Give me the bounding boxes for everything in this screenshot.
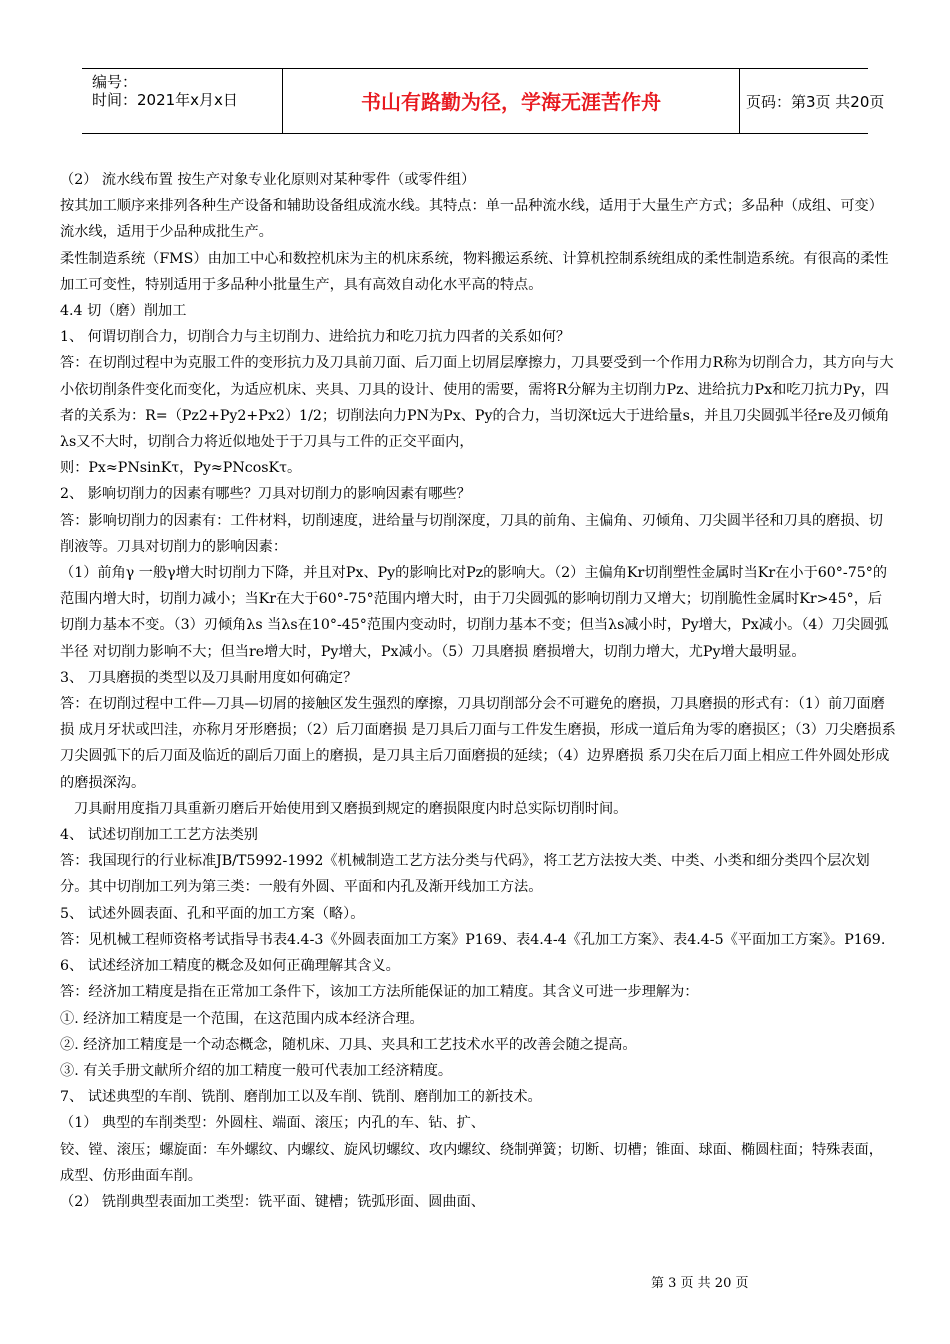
question: 7、 试述典型的车削、铣削、磨削加工以及车削、铣削、磨削加工的新技术。 [60,1089,542,1106]
answer: 答：在切削过程中工件—刀具—切屑的接触区发生强烈的摩擦，刀具切削部分会不可避免的磨损，刀具磨损的形式有：（1）前刀面磨损 成月牙状或凹洼，亦称月牙形磨损；（2）后刀面磨损 是刀具后刀面与工件发生磨损，形成一道后角为零的磨损区；（3）刀尖磨损系刀尖圆弧下的后刀面及临近的副后刀面上的磨损，是刀具主后刀面磨损的延续；（4）边界磨损 系刀尖在后刀面上相应工件外圆处形成的磨损深沟。 [60,696,896,791]
page-header [82,68,885,134]
paragraph: 柔性制造系统（FMS）由加工中心和数控机床为主的机床系统，物料搬运系统、计算机控制系统组成的柔性制造系统。有很高的柔性加工可变性，特别适用于多品种小批量生产，具有高效自动化水平高的特点。 [60,250,889,293]
answer: 答：见机械工程师资格考试指导书表4.4-3《外圆表面加工方案》P169、表4.4-4《孔加工方案》、表4.4-5《平面加工方案》。P169. [60,931,886,948]
paragraph: （2） 流水线布置 按生产对象专业化原则对某种零件（或零件组） [60,172,476,188]
header-page-number: 页码：第3页 共20页 [746,93,885,111]
page-footer: 第 3 页 共 20 页 [651,1276,749,1291]
document-date-label: 时间：2021年x月x日 [92,91,238,109]
list-item: ②. 经济加工精度是一个动态概念，随机床、刀具、夹具和工艺技术水平的改善会随之提高。 [60,1036,637,1053]
answer-detail: （1）前角γ 一般γ增大时切削力下降，并且对Px、Py的影响比对Pz的影响大。（2）主偏角Kr切削塑性金属时当Kr在小于60°-75°的范围内增大时，切削力减小；当Kr在大于60°-75°范围内增大时，由于刀尖圆弧的影响切削力又增大；切削脆性金属时Kr>45°，后切削力基本不变。（3）刃倾角λs 当λs在10°-45°范围内变动时，切削力基本不变；但当λs减小时，Py增大，Px减小。（4）刀尖圆弧半径 对切削力影响不大；但当re增大时，Py增大，Px减小。（5）刀具磨损 磨损增大，切削力增大，尤Py增大最明显。 [60,565,889,660]
paragraph: 刀具耐用度指刀具重新刃磨后开始使用到又磨损到规定的磨损限度内时总实际切削时间。 [74,800,628,817]
question: 5、 试述外圆表面、孔和平面的加工方案（略）。 [60,905,365,922]
paragraph: 按其加工顺序来排列各种生产设备和辅助设备组成流水线。其特点：单一品种流水线，适用于大量生产方式；多品种（成组、可变）流水线，适用于少品种成批生产。 [60,198,883,241]
paragraph: 铰、镗、滚压；螺旋面：车外螺纹、内螺纹、旋风切螺纹、攻内螺纹、绕制弹簧；切断、切槽；锥面、球面、椭圆柱面；特殊表面，成型、仿形曲面车削。 [60,1141,883,1184]
section-heading: 4.4 切（磨）削加工 [60,303,187,320]
header-motto: 书山有路勤为径，学海无涯苦作舟 [361,90,661,114]
question: 1、 何谓切削合力，切削合力与主切削力、进给抗力和吃刀抗力四者的关系如何？ [60,329,571,346]
answer: 答：影响切削力的因素有：工件材料，切削速度，进给量与切削深度，刀具的前角、主偏角、刃倾角、刀尖圆半径和刀具的磨损、切削液等。刀具对切削力的影响因素： [60,512,883,555]
header-page-cell [738,69,885,133]
formula-line: 则：Px≈PNsinKτ，Py≈PNcosKτ。 [60,460,302,477]
document-number-label: 编号： [92,73,138,91]
question: 2、 影响切削力的因素有哪些？刀具对切削力的影响因素有哪些？ [60,486,471,503]
answer: 答：在切削过程中为克服工件的变形抗力及刀具前刀面、后刀面上切屑层摩擦力，刀具要受到一个作用力R称为切削合力，其方向与大小依切削条件变化而变化，为适应机床、夹具、刀具的设计、使用的需要，需将R分解为主切削力Pz、进给抗力Px和吃刀抗力Py，四者的关系为：R=（Pz2+Py2+Px2）1/2；切削法向力PN为Px、Py的合力，当切深t远大于进给量s，并且刀尖圆弧半径re及刃倾角λs又不大时，切削合力将近似地处于于刀具与工件的正交平面内， [60,355,894,451]
question: 6、 试述经济加工精度的概念及如何正确理解其含义。 [60,958,400,975]
question: 3、 刀具磨损的类型以及刀具耐用度如何确定？ [60,669,358,686]
paragraph: （2） 铣削典型表面加工类型：铣平面、键槽；铣弧形面、圆曲面、 [60,1193,485,1210]
header-motto-cell [282,69,740,133]
question: 4、 试述切削加工工艺方法类别 [60,827,258,844]
paragraph: （1） 典型的车削类型：外圆柱、端面、滚压；内孔的车、钻、扩、 [60,1115,485,1132]
answer: 答：我国现行的行业标准JB/T5992-1992《机械制造工艺方法分类与代码》，将工艺方法按大类、中类、小类和细分类四个层次划分。其中切削加工列为第三类：一般有外圆、平面和内孔及渐开线加工方法。 [60,853,870,896]
document-body [60,167,896,1215]
header-meta-cell [82,69,282,133]
list-item: ③. 有关手册文献所介绍的加工精度一般可代表加工经济精度。 [60,1062,453,1079]
list-item: ①. 经济加工精度是一个范围，在这范围内成本经济合理。 [60,1010,424,1027]
answer: 答：经济加工精度是指在正常加工条件下，该加工方法所能保证的加工精度。其含义可进一步理解为： [60,984,699,1001]
